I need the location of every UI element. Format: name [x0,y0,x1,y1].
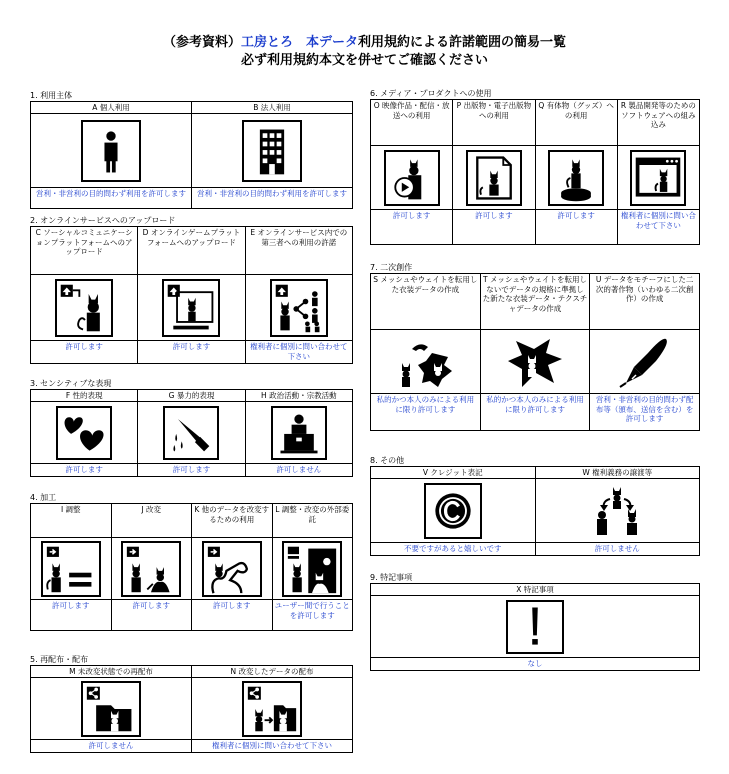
costume-reuse-icon [396,335,454,389]
column-r-software-integration: R 製品開発等のためのソフトウェアへの組み込み 権利者に個別に問い合わせて下さい [617,100,699,244]
adjust-icon [41,541,101,597]
podium-icon [271,406,327,460]
section-sensitive-expression: 3. センシティブな表現 F 性的表現 許可します G 暴力的表現 許可します H 政治活動・宗教活動 許可しません [30,378,353,477]
column-e-third-party-license: E オンラインサービス内での第三者への利用の許諾 権利者に個別に問い合わせて下さい [245,227,352,363]
outsource-icon [282,541,342,597]
video-icon [384,150,440,206]
column-p-publication-use: P 出版物・電子出版物への利用 許可します [452,100,534,244]
redistribute-icon [81,681,141,737]
column-k-use-for-modifying-other-data: K 他のデータを改変するための利用 許可します [191,504,272,630]
new-costume-icon [506,335,564,389]
section-usage-subject: 1. 利用主体 A 個人利用 営利・非営利の目的問わず利用を許可します B 法人利用 営利・非営利の目的問わず利用を許可します [30,90,353,209]
software-icon [630,150,686,206]
section-processing: 4. 加工 I 調整 許可します J 改変 許可します K 他のデータを改変するための利用 許可します L 調整・改変の外部委託 ユーザー間で行うことを許可します [30,492,353,631]
section-media-products: 6. メディア・プロダクトへの使用 O 映像作品・配信・放送への利用 許可します P 出版物・電子出版物への利用 許可します Q 有体物（グッズ）への利用 許可します R 製品開発等のためのソフトウェアへの組み込み 権利者に個別に問い合わせて下さい [370,88,700,245]
distribute-modified-icon [242,681,302,737]
section-online-upload: 2. オンラインサービスへのアップロード C ソーシャルコミュニケーションプラットフォームへのアップロード 許可します D オンラインゲームプラットフォームへのアップロード 許可します E オンラインサービス内での第三者への利用の許諾 権利者に個別に問い合わせて下さい [30,215,353,364]
section-redistribution: 5. 再配布・配布 M 未改変状態での再配布 許可しません N 改変したデータの配布 権利者に個別に問い合わせて下さい [30,654,353,753]
column-o-video-use: O 映像作品・配信・放送への利用 許可します [371,100,452,244]
exclamation-icon [506,600,564,654]
column-s-costume-from-mesh: S メッシュやウェイトを転用した衣装データの作成 私的かつ本人のみによる利用に限り許可します [371,274,480,430]
column-g-violent-expression: G 暴力的表現 許可します [137,390,244,476]
column-q-goods-use: Q 有体物（グッズ）への利用 許可します [535,100,617,244]
column-w-rights-transfer: W 権利義務の譲渡等 許可しません [535,467,700,555]
modify-other-icon [202,541,262,597]
column-m-unmodified-redistribution: M 未改変状態での再配布 許可しません [31,666,191,752]
column-b-corporate-use: B 法人利用 営利・非営利の目的問わず利用を許可します [191,102,352,208]
column-x-special-notes: X 特記事項 なし [371,584,699,670]
column-n-modified-distribution: N 改変したデータの配布 権利者に個別に問い合わせて下さい [191,666,352,752]
pen-icon [616,335,674,389]
knife-icon [163,406,219,460]
column-f-sexual-expression: F 性的表現 許可します [31,390,137,476]
figure-goods-icon [548,150,604,206]
upload-game-icon [162,279,220,337]
column-u-derivative-creation: U データをモチーフにした二次的著作物（いわゆる二次創作）の作成 営利・非営利の目的問わず配布等（頒布、送信を含む）を許可します [589,274,699,430]
column-c-social-upload: C ソーシャルコミュニケーションプラットフォームへのアップロード 許可します [31,227,137,363]
building-icon [242,120,302,182]
publication-icon [466,150,522,206]
column-d-game-upload: D オンラインゲームプラットフォームへのアップロード 許可します [137,227,244,363]
modify-icon [121,541,181,597]
column-t-new-costume: T メッシュやウェイトを転用しないでデータの規格に準拠した新たな衣装データ・テクスチャデータの作成 私的かつ本人のみによる利用に限り許可します [480,274,590,430]
copyright-icon [424,483,482,539]
transfer-icon [588,483,646,539]
column-h-political-religious: H 政治活動・宗教活動 許可しません [245,390,352,476]
page-title: （参考資料）工房とろ 本データ利用規約による許諾範囲の簡易一覧 必ず利用規約本文を併せてご確認ください [162,35,567,68]
hearts-icon [56,406,112,460]
section-derivative-works: 7. 二次創作 S メッシュやウェイトを転用した衣装データの作成 私的かつ本人のみによる利用に限り許可します T メッシュやウェイトを転用しないでデータの規格に準拠した新たな衣装データ・テクスチャデータの作成 私的かつ本人のみによる利用に限り許可します U データをモチーフにした二次的著作物（いわゆる二次創作）の作成 営利・非営利の目的問わず配布等（頒布、送信を含む）を許可します [370,262,700,431]
column-v-credit: V クレジット表記 不要ですがあると嬉しいです [371,467,535,555]
column-a-personal-use: A 個人利用 営利・非営利の目的問わず利用を許可します [31,102,191,208]
upload-social-icon [55,279,113,337]
column-j-modification: J 改変 許可します [111,504,192,630]
section-other: 8. その他 V クレジット表記 不要ですがあると嬉しいです W 権利義務の譲渡等 許可しません [370,455,700,556]
person-icon [81,120,141,182]
column-l-outsourcing: L 調整・改変の外部委託 ユーザー間で行うことを許可します [272,504,353,630]
third-party-share-icon [270,279,328,337]
section-special-notes: 9. 特記事項 X 特記事項 なし [370,572,700,671]
column-i-adjustment: I 調整 許可します [31,504,111,630]
